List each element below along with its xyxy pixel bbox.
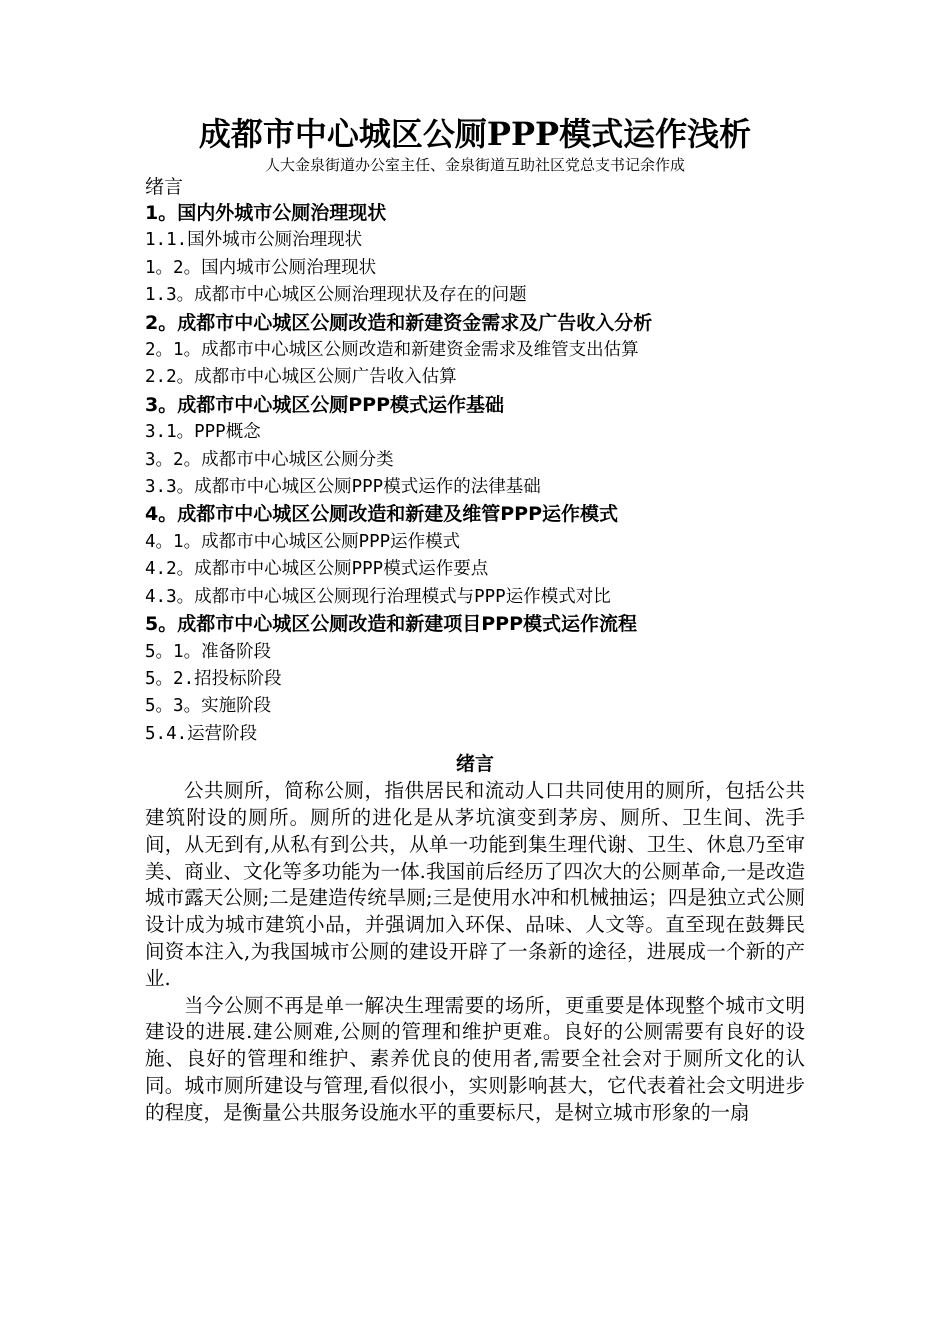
author-line: 人大金泉街道办公室主任、金泉街道互助社区党总支书记余作成 [264,156,685,174]
toc-section-entry: 3.3。成都市中心城区公厕PPP模式运作的法律基础 [145,477,541,498]
document-title: 成都市中心城区公厕PPP模式运作浅析 [198,115,752,153]
toc-section-entry: 5。1。准备阶段 [145,641,272,662]
toc-section-entry: 4。1。成都市中心城区公厕PPP运作模式 [145,531,461,552]
section-heading: 绪言 [455,753,494,776]
toc-intro-entry: 绪言 [145,176,184,198]
body-text [145,778,805,1126]
toc-chapter-entry: 5。成都市中心城区公厕改造和新建项目PPP模式运作流程 [145,613,637,636]
body-paragraph: 当今公厕不再是单一解决生理需要的场所，更重要是体现整个城市文明建设的进展.建公厕难,公厕的管理和维护更难。良好的公厕需要有良好的设施、良好的管理和维护、素养优良的使用者,需要全社会对于厕所文化的认同。城市厕所建设与管理,看似很小，实则影响甚大，它代表着社会文明进步的程度，是衡量公共服务设施水平的重要标尺，是树立城市形象的一扇 [145,993,805,1124]
toc-section-entry: 5。2.招投标阶段 [145,668,282,689]
toc-section-entry: 3。2。成都市中心城区公厕分类 [145,449,394,470]
toc-section-entry: 5.4.运营阶段 [145,723,258,744]
body-paragraph: 公共厕所，简称公厕，指供居民和流动人口共同使用的厕所，包括公共建筑附设的厕所。厕所的进化是从茅坑演变到茅房、厕所、卫生间、洗手间，从无到有,从私有到公共，从单一功能到集生理代谢、卫生、休息乃至审美、商业、文化等多功能为一体.我国前后经历了四次大的公厕革命,一是改造城市露天公厕;二是建造传统旱厕;三是使用水冲和机械抽运；四是独立式公厕设计成为城市建筑小品，并强调加入环保、品味、人文等。直至现在鼓舞民间资本注入,为我国城市公厕的建设开辟了一条新的途径，进展成一个新的产业. [145,779,805,990]
toc-section-entry: 5。3。实施阶段 [145,696,272,717]
toc-chapter-entry: 2。成都市中心城区公厕改造和新建资金需求及广告收入分析 [145,311,653,334]
toc-section-entry: 4.2。成都市中心城区公厕PPP模式运作要点 [145,559,489,580]
toc-chapter-entry: 3。成都市中心城区公厕PPP模式运作基础 [145,393,504,416]
toc-section-entry: 4.3。成都市中心城区公厕现行治理模式与PPP运作模式对比 [145,586,611,607]
toc-chapter-entry: 4。成都市中心城区公厕改造和新建及维管PPP运作模式 [145,503,618,526]
table-of-contents [145,200,805,748]
toc-section-entry: 2。1。成都市中心城区公厕改造和新建资金需求及维管支出估算 [145,340,639,361]
toc-section-entry: 3.1。PPP概念 [145,422,261,443]
document-page [145,110,805,1126]
toc-section-entry: 2.2。成都市中心城区公厕广告收入估算 [145,367,457,388]
toc-section-entry: 1。2。国内城市公厕治理现状 [145,257,377,278]
toc-chapter-entry: 1。国内外城市公厕治理现状 [145,202,387,224]
toc-section-entry: 1.3。成都市中心城区公厕治理现状及存在的问题 [145,285,527,306]
toc-section-entry: 1.1.国外城市公厕治理现状 [145,230,363,251]
